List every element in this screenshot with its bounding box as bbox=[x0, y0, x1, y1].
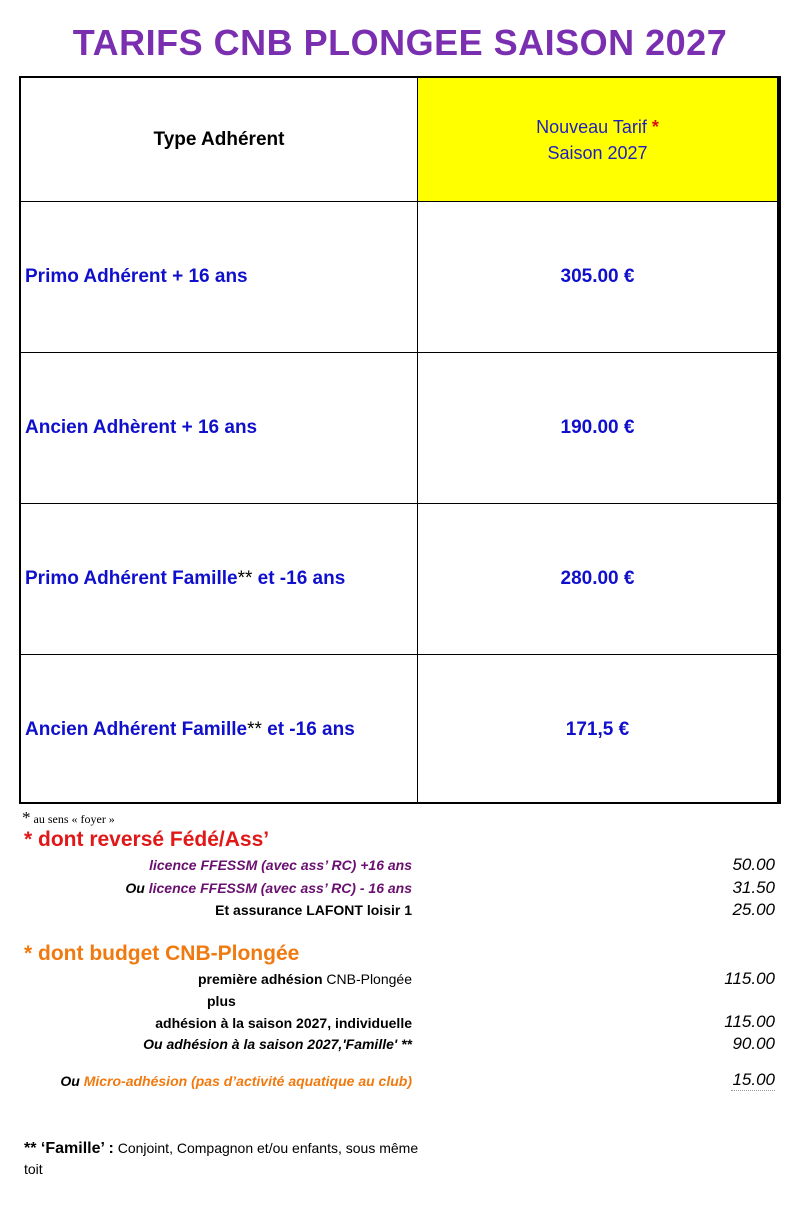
licence-plus16-amount: 50.00 bbox=[732, 855, 775, 874]
header-type-adherent: Type Adhérent bbox=[21, 78, 418, 201]
header-nouveau-tarif bbox=[418, 78, 777, 201]
premiere-adhesion-amount: 115.00 bbox=[724, 969, 775, 988]
foyer-footnote: * au sens « foyer » bbox=[22, 808, 115, 827]
row-label: Ancien Adhérent Famille** et -16 ans bbox=[25, 718, 355, 740]
adhesion-famille-amount: 90.00 bbox=[732, 1034, 775, 1053]
licence-moins16-label: Ou licence FFESSM (avec ass’ RC) - 16 ans bbox=[125, 880, 412, 896]
licence-plus16-label: licence FFESSM (avec ass’ RC) +16 ans bbox=[149, 857, 412, 873]
famille-definition: ** ‘Famille’ : Conjoint, Compagnon et/ou enfants, sous même toit bbox=[24, 1140, 419, 1177]
tarif-table bbox=[19, 76, 781, 804]
table-row bbox=[21, 353, 777, 504]
asterisk-mark: * bbox=[651, 116, 659, 137]
assurance-label: Et assurance LAFONT loisir 1 bbox=[215, 902, 412, 918]
header-tarif-line1: Nouveau Tarif bbox=[536, 116, 647, 137]
table-row bbox=[21, 202, 777, 353]
table-row bbox=[21, 655, 777, 804]
row-price: 280.00 € bbox=[560, 568, 635, 589]
plus-label: plus bbox=[207, 993, 236, 1009]
section-budget-title: * dont budget CNB-Plongée bbox=[24, 942, 300, 965]
page-title: TARIFS CNB PLONGEE SAISON 2027 bbox=[72, 22, 728, 63]
micro-adhesion-amount: 15.00 bbox=[732, 1070, 775, 1089]
row-label: Primo Adhérent + 16 ans bbox=[25, 266, 248, 287]
header-tarif-line2: Saison 2027 bbox=[547, 142, 648, 163]
row-label: Ancien Adhèrent + 16 ans bbox=[25, 417, 258, 438]
premiere-adhesion-label: première adhésion CNB-Plongée bbox=[198, 971, 412, 987]
row-price: 305.00 € bbox=[560, 266, 635, 287]
row-label: Primo Adhérent Famille** et -16 ans bbox=[25, 568, 346, 589]
adhesion-individuelle-label: adhésion à la saison 2027, individuelle bbox=[155, 1015, 412, 1031]
row-price: 171,5 € bbox=[565, 718, 630, 740]
licence-moins16-amount: 31.50 bbox=[732, 878, 775, 897]
adhesion-famille-label: Ou adhésion à la saison 2027,'Famille' ** bbox=[143, 1036, 412, 1052]
section-fede-title: * dont reversé Fédé/Ass’ bbox=[24, 828, 270, 851]
adhesion-individuelle-amount: 115.00 bbox=[724, 1012, 775, 1031]
table-row bbox=[21, 504, 777, 655]
row-price: 190.00 € bbox=[560, 417, 635, 438]
table-header-row bbox=[21, 78, 777, 202]
faded-underline bbox=[731, 1090, 775, 1095]
micro-adhesion-label: Ou Micro-adhésion (pas d’activité aquatique au club) bbox=[60, 1073, 412, 1089]
assurance-amount: 25.00 bbox=[732, 900, 775, 919]
